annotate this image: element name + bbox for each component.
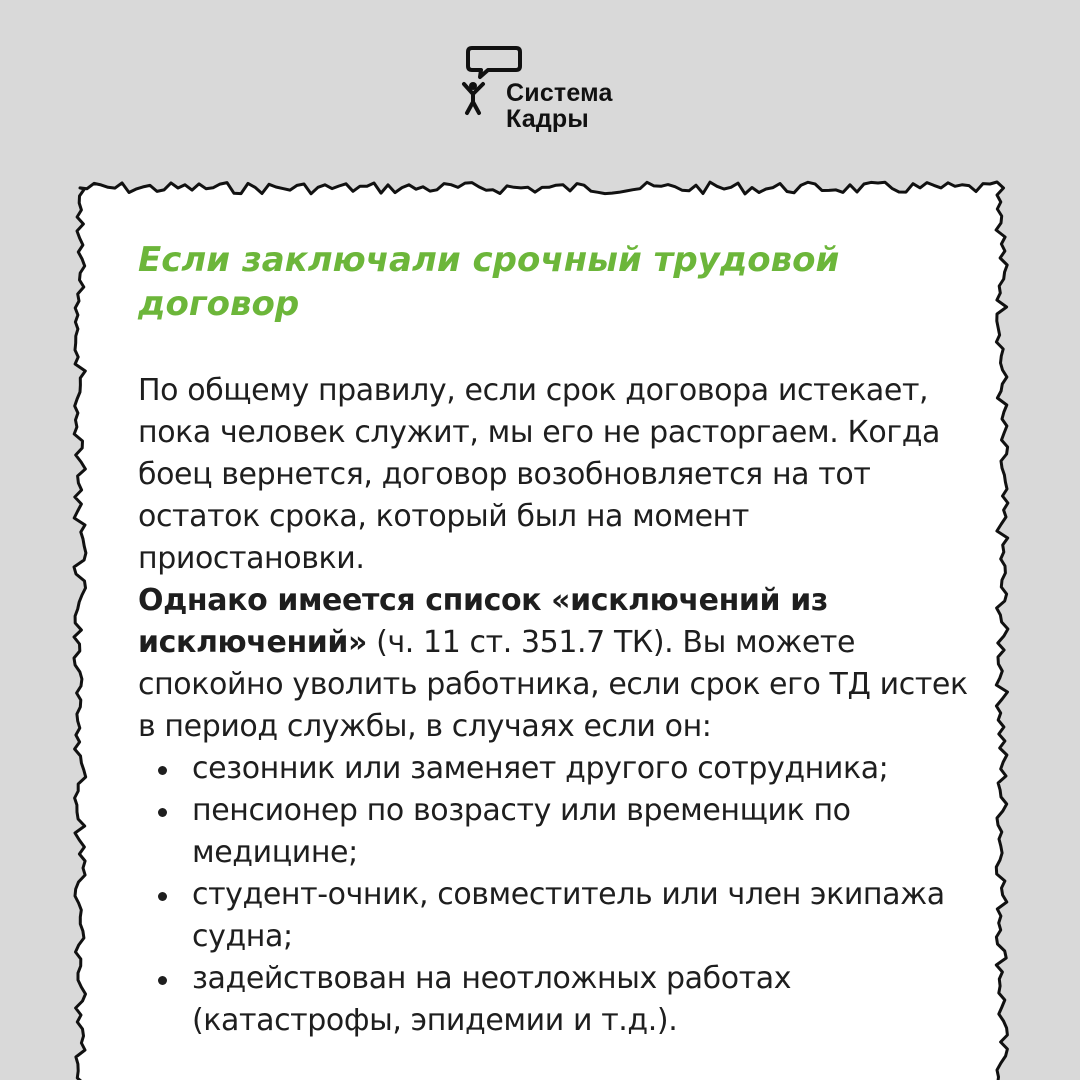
paragraph-general-rule: По общему правилу, если срок договора истекает, пока человек служит, мы его не расторгаем. Когда боец вернется, договор возобновляется на тот остаток срока, который был на момент приостановки. bbox=[138, 373, 941, 576]
logo bbox=[458, 44, 658, 144]
list-item-text: студент-очник, совместитель или член экипажа судна; bbox=[192, 877, 945, 954]
list-item bbox=[192, 958, 968, 1042]
article-content bbox=[138, 238, 968, 1042]
bullet-dot-icon bbox=[158, 976, 167, 985]
logo-line-1: Система bbox=[506, 79, 613, 107]
logo-line-2: Кадры bbox=[506, 105, 589, 133]
paragraph-exceptions bbox=[138, 580, 968, 748]
list-item bbox=[192, 748, 968, 790]
exceptions-bold-lead: Однако имеется список «исключений из исключений» bbox=[138, 583, 828, 660]
list-item-text: пенсионер по возрасту или временщик по медицине; bbox=[192, 793, 851, 870]
list-item bbox=[192, 874, 968, 958]
list-item-text: задействован на неотложных работах (катастрофы, эпидемии и т.д.). bbox=[192, 961, 792, 1038]
exceptions-list bbox=[138, 748, 968, 1042]
bullet-dot-icon bbox=[158, 892, 167, 901]
exceptions-text: (ч. 11 ст. 351.7 ТК). Вы можете спокойно уволить работника, если срок его ТД истек в период службы, в случаях если он: bbox=[138, 625, 968, 744]
logo-text bbox=[506, 80, 613, 132]
bullet-dot-icon bbox=[158, 766, 167, 775]
list-item-text: сезонник или заменяет другого сотрудника; bbox=[192, 751, 889, 786]
list-item bbox=[192, 790, 968, 874]
article-heading: Если заключали срочный трудовой договор bbox=[138, 240, 840, 324]
bullet-dot-icon bbox=[158, 808, 167, 817]
